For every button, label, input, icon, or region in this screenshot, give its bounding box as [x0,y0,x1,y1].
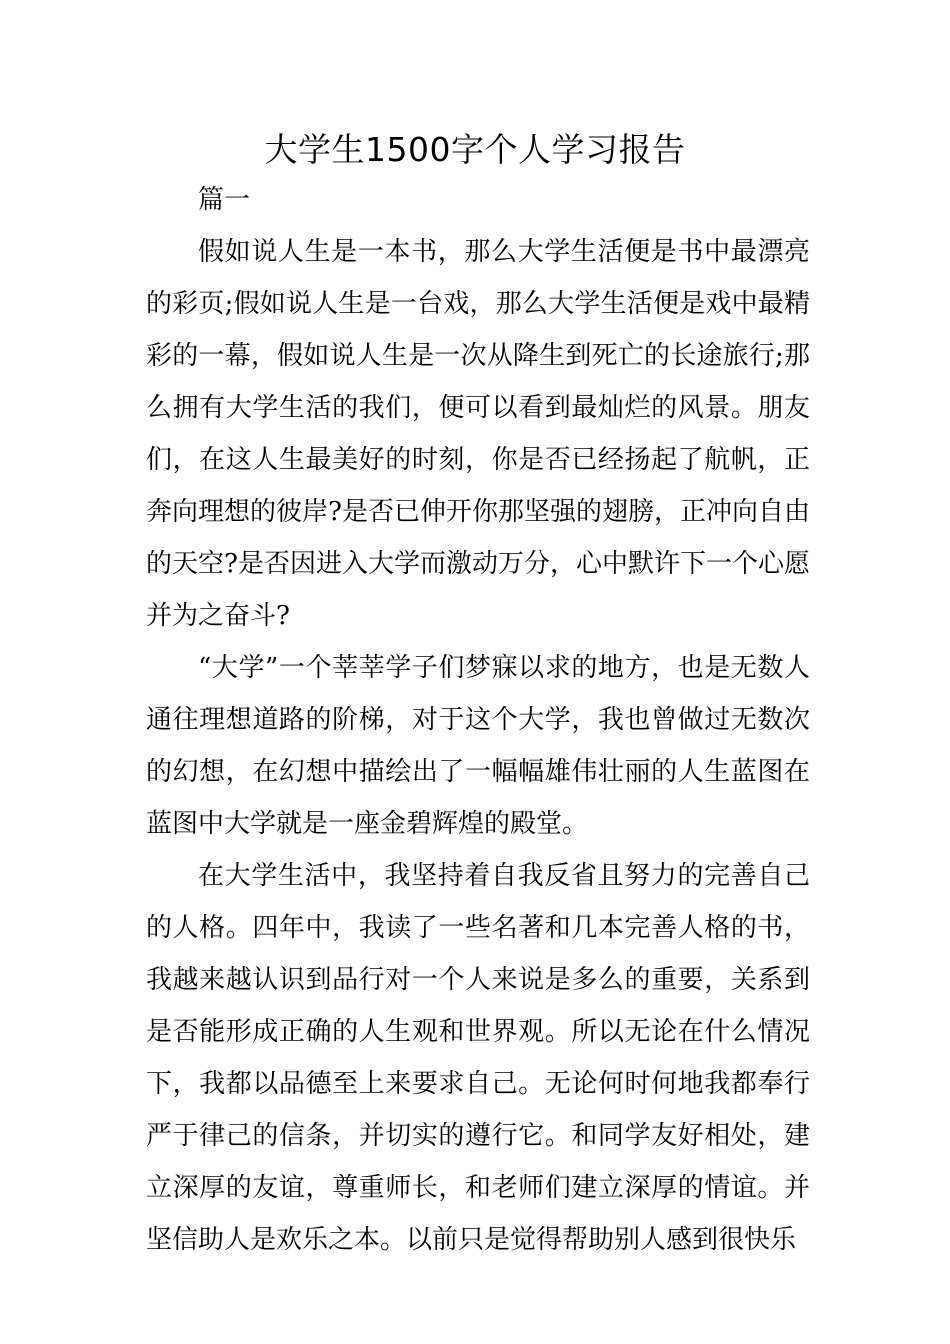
document-body [146,174,810,1266]
paragraph-1: 假如说人生是一本书，那么大学生活便是书中最漂亮的彩页;假如说人生是一台戏，那么大学生活便是戏中最精彩的一幕，假如说人生是一次从降生到死亡的长途旅行;那么拥有大学生活的我们，便可以看到最灿烂的风景。朋友们，在这人生最美好的时刻，你是否已经扬起了航帆，正奔向理想的彼岸?是否已伸开你那坚强的翅膀，正冲向自由的天空?是否因进入大学而激动万分，心中默许下一个心愿并为之奋斗? [146,237,810,631]
section-label: 篇一 [198,185,251,215]
document-title: 大学生1500字个人学习报告 [264,130,686,169]
paragraph-3: 在大学生活中，我坚持着自我反省且努力的完善自己的人格。四年中，我读了一些名著和几本完善人格的书，我越来越认识到品行对一个人来说是多么的重要，关系到是否能形成正确的人生观和世界观。所以无论在什么情况下，我都以品德至上来要求自己。无论何时何地我都奉行严于律己的信条，并切实的遵行它。和同学友好相处，建立深厚的友谊，尊重师长，和老师们建立深厚的情谊。并坚信助人是欢乐之本。以前只是觉得帮助别人感到很快乐 [146,861,810,1255]
paragraph-2: “大学”一个莘莘学子们梦寐以求的地方，也是无数人通往理想道路的阶梯，对于这个大学，我也曾做过无数次的幻想，在幻想中描绘出了一幅幅雄伟壮丽的人生蓝图在蓝图中大学就是一座金碧辉煌的殿堂。 [146,653,810,839]
